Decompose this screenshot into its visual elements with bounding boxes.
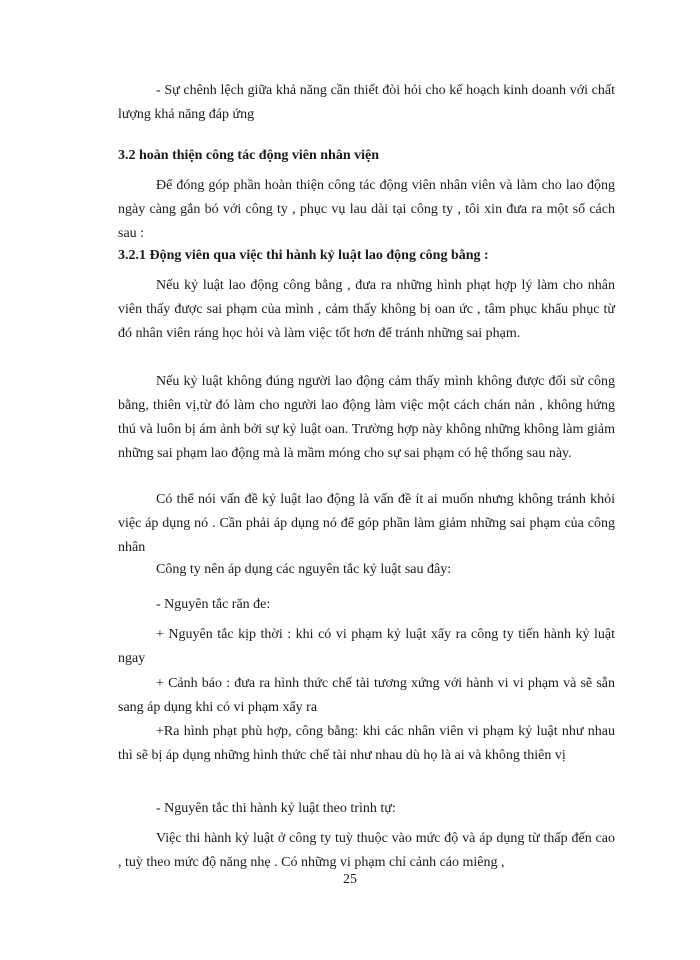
paragraph-principles-intro: Công ty nên áp dụng các nguyên tắc kỷ luật sau đây: [156, 562, 452, 577]
paragraph-skill-gap: - Sự chênh lệch giữa khả năng cần thiết đòi hỏi cho kế hoạch kinh doanh với chất lượng khả năng đáp ứng [118, 83, 615, 122]
list-item-sequence: - Nguyên tắc thi hành kỷ luật theo trình tự: [156, 801, 396, 816]
list-item-deterrence: - Nguyên tắc răn đe: [156, 597, 271, 612]
paragraph-fair-discipline: Nếu kỷ luật lao động công bằng , đưa ra những hình phạt hợp lý làm cho nhân viên thấy được sai phạm của mình , cảm thấy không bị oan ức , tâm phục khẩu phục từ đó nhân viên ráng học hỏi và làm việc tốt hơn để tránh những sai phạm. [118, 278, 615, 341]
list-item-warning: + Cảnh báo : đưa ra hình thức chế tài tương xứng với hành vi vi phạm và sẽ sẵn sang áp dụng khi có vi phạm xẩy ra [118, 676, 615, 715]
list-item-fair-penalty: +Ra hình phạt phù hợp, công bằng: khi các nhân viên vi phạm kỷ luật như nhau thì sẽ bị áp dụng những hình thức chế tài như nhau dù họ là ai và không thiên vị [118, 724, 615, 763]
paragraph-unfair-discipline: Nếu kỷ luật không đúng người lao động cảm thấy mình không được đối sử công bằng, thiên vị,từ đó làm cho người lao động làm việc một cách chán nản , không hứng thú và luôn bị ám ảnh bởi sự kỷ luật oan. Trường hợp này không những không làm giảm những sai phạm lao động mà là mầm móng cho sự sai phạm có hệ thống sau này. [118, 374, 615, 461]
paragraph-intro: Để đóng góp phần hoàn thiện công tác động viên nhân viên và làm cho lao động ngày càng gắn bó với công ty , phục vụ lau dài tại công ty , tôi xin đưa ra một số cách sau : [118, 178, 615, 241]
paragraph-enforcement: Việc thi hành kỷ luật ở công ty tuỳ thuộc vào mức độ và áp dụng từ thấp đến cao , tuỳ theo mức độ năng nhẹ . Có những vi phạm chỉ cảnh cáo miêng , [118, 831, 615, 870]
paragraph-discipline-necessity: Có thể nói vấn đề kỷ luật lao động là vấn đề ít ai muốn nhưng không tránh khỏi việc áp dụng nó . Cần phải áp dụng nó để góp phần làm giảm những sai phạm của công nhân [118, 492, 615, 555]
section-heading-3-2: 3.2 hoàn thiện công tác động viên nhân viện [118, 148, 379, 163]
section-heading-3-2-1: 3.2.1 Động viên qua việc thi hành kỷ luật lao động công bằng : [118, 248, 489, 263]
page-number: 25 [343, 872, 357, 887]
list-item-timely: + Nguyên tắc kịp thời : khi có vi phạm kỷ luật xẩy ra công ty tiến hành kỷ luật ngay [118, 627, 615, 666]
